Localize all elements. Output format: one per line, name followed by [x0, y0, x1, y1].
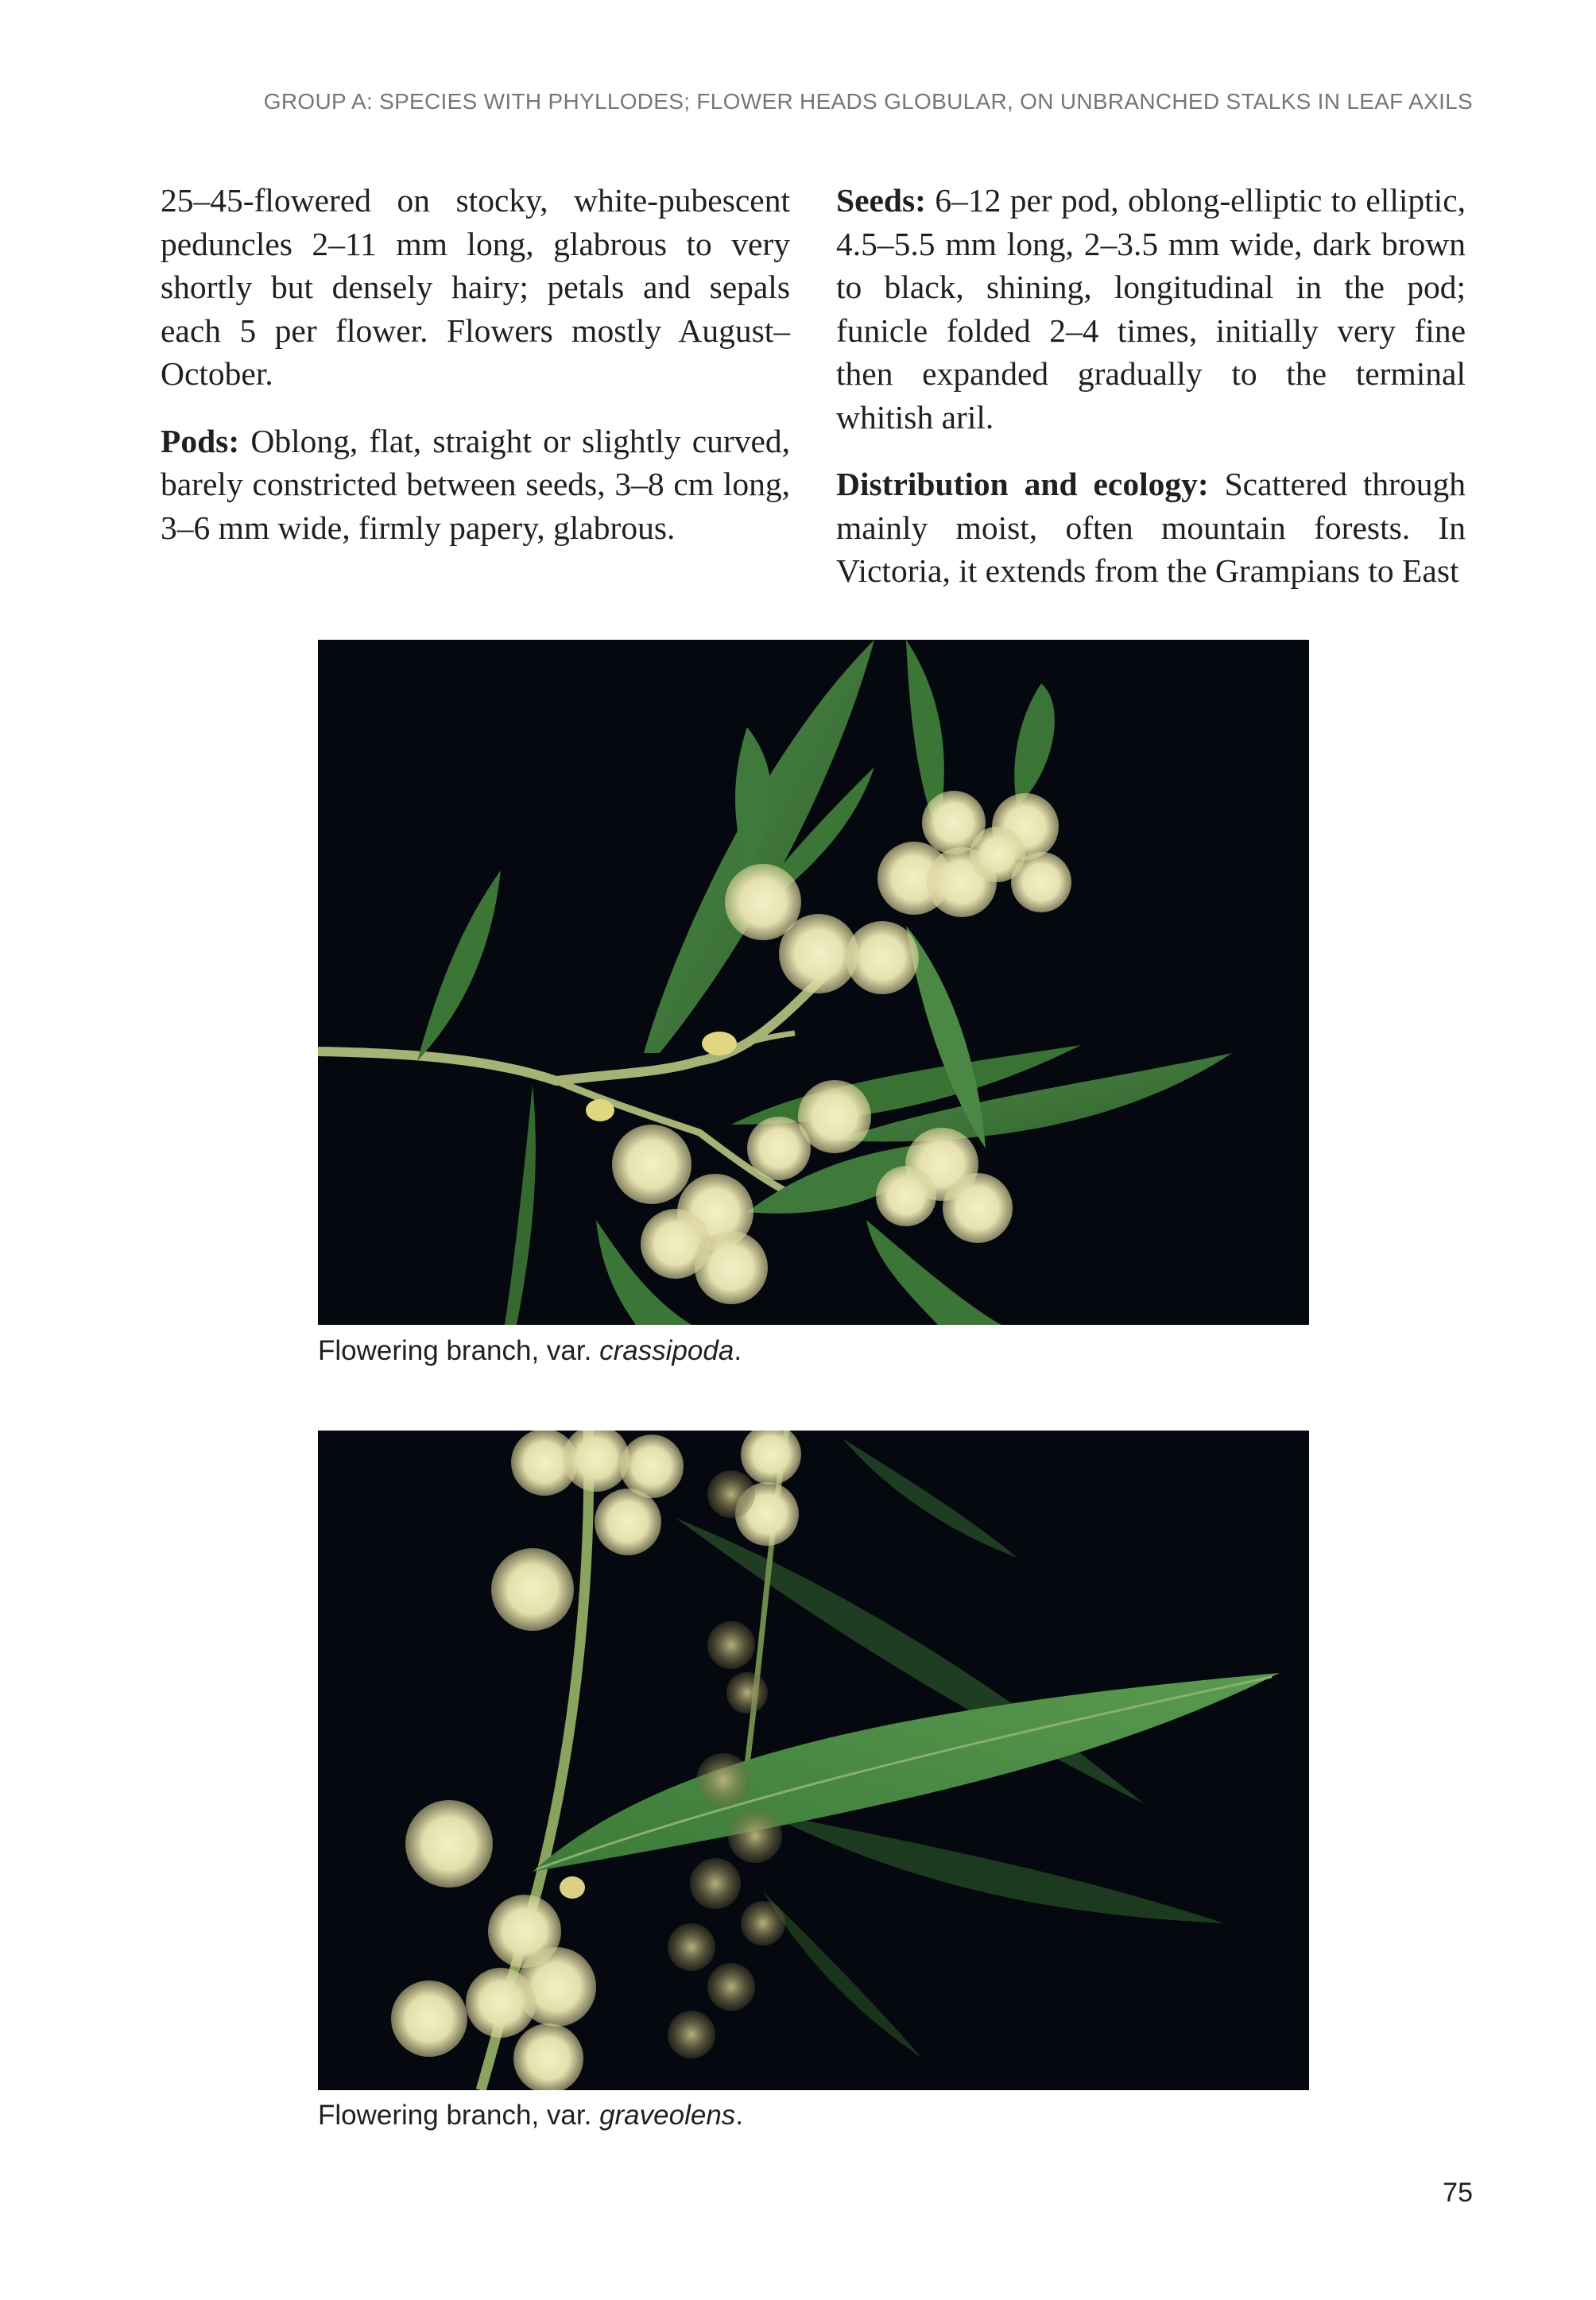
- pods-label: Pods:: [161, 422, 240, 459]
- running-header: GROUP A: SPECIES WITH PHYLLODES; FLOWER HEADS GLOBULAR, ON UNBRANCHED STALKS IN LEAF AXILS: [263, 89, 1473, 114]
- distribution-label: Distribution and ecology:: [836, 466, 1209, 502]
- caption-suffix: .: [734, 1335, 742, 1366]
- page-number: 75: [1443, 2178, 1473, 2208]
- flowers-text: 25–45-flowered on stocky, white-pubescent peduncles 2–11 mm long, glabrous to very shortly but densely hairy; petals and sepals each 5 per flower. Flowers mostly August–October.: [161, 182, 790, 392]
- caption-prefix: Flowering branch, var.: [318, 1335, 600, 1366]
- caption-graveolens: [318, 2100, 743, 2132]
- pods-text: Oblong, flat, straight or slightly curved, barely constricted between seeds, 3–8 cm long, 3–6 mm wide, firmly papery, glabrous.: [161, 422, 790, 546]
- right-column: [836, 179, 1466, 617]
- seeds-label: Seeds:: [836, 182, 926, 219]
- distribution-paragraph: [836, 463, 1466, 593]
- left-column: [161, 179, 790, 573]
- caption-taxon: graveolens: [599, 2100, 736, 2131]
- caption-taxon: crassipoda: [599, 1335, 734, 1366]
- caption-prefix: Flowering branch, var.: [318, 2100, 600, 2131]
- seeds-paragraph: [836, 179, 1466, 439]
- photo-crassipoda: [318, 640, 1309, 1325]
- flowering-branch-illustration: [318, 640, 1309, 1325]
- flowering-branch-illustration: [318, 1431, 1309, 2090]
- seeds-text: 6–12 per pod, oblong-elliptic to elliptic, 4.5–5.5 mm long, 2–3.5 mm wide, dark brown to black, shining, longitudinal in the pod; funicle folded 2–4 times, initially very fine then expanded gradually to the terminal whitish aril.: [836, 182, 1466, 436]
- distribution-text: Scattered through mainly moist, often mountain forests. In Victoria, it extends from the Grampians to East: [836, 466, 1466, 589]
- caption-suffix: .: [735, 2100, 744, 2131]
- flowers-paragraph: [161, 179, 790, 396]
- caption-crassipoda: [318, 1335, 742, 1367]
- photo-graveolens: [318, 1431, 1309, 2090]
- pods-paragraph: [161, 420, 790, 550]
